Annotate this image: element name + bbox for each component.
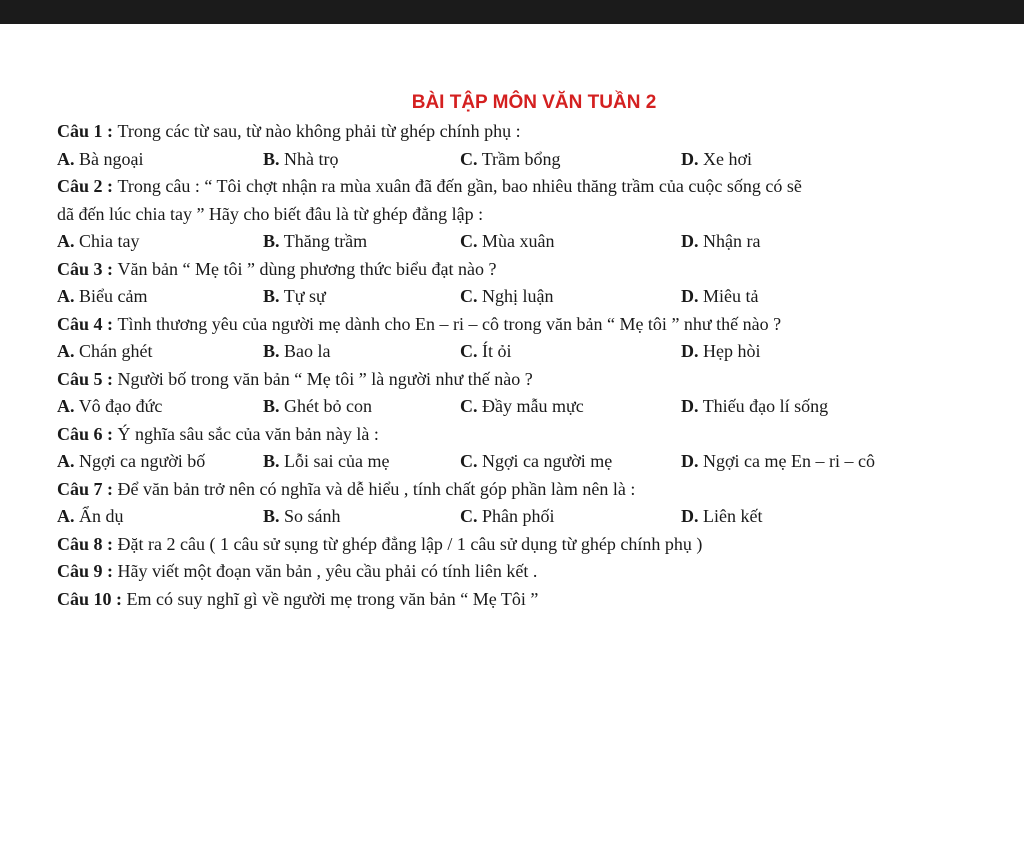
- answer-option: [263, 503, 341, 531]
- option-text: Phân phối: [482, 506, 555, 526]
- question-text: Em có suy nghĩ gì về người mẹ trong văn bản “ Mẹ Tôi ”: [126, 588, 539, 609]
- question-2: [57, 173, 1007, 256]
- question-9: [57, 558, 1007, 586]
- option-text: Nhận ra: [703, 231, 761, 251]
- question-text: Để văn bản trở nên có nghĩa và dễ hiểu , tính chất góp phần làm nên là :: [117, 478, 636, 499]
- option-text: Chia tay: [79, 231, 140, 251]
- question-8: [57, 531, 1007, 559]
- option-letter: B.: [263, 506, 280, 526]
- answer-option: [460, 503, 555, 531]
- option-text: Đầy mẫu mực: [482, 396, 584, 416]
- answer-option: [57, 228, 140, 256]
- document-title: BÀI TẬP MÔN VĂN TUẦN 2: [411, 92, 657, 113]
- question-separator: :: [102, 368, 118, 389]
- answer-options: [57, 393, 1007, 421]
- option-text: Bà ngoại: [79, 148, 144, 169]
- option-text: Thiếu đạo lí sống: [702, 396, 829, 416]
- option-letter: D.: [681, 506, 699, 526]
- question-number: Câu 5: [57, 368, 103, 389]
- option-text: So sánh: [284, 506, 341, 526]
- option-text: Ghét bỏ con: [284, 396, 372, 416]
- answer-options: [57, 448, 1007, 476]
- question-text-line: [57, 366, 1007, 394]
- answer-option: [460, 283, 554, 311]
- option-letter: A.: [57, 148, 75, 169]
- question-separator: :: [102, 258, 118, 279]
- answer-option: [681, 228, 760, 256]
- question-text-line: [57, 531, 1007, 559]
- question-number: Câu 7: [57, 478, 103, 499]
- question-number: Câu 2: [57, 176, 103, 196]
- question-1: [57, 118, 1007, 173]
- question-10: [57, 586, 1007, 614]
- question-separator: :: [102, 423, 118, 444]
- answer-options: [57, 338, 1007, 366]
- option-text: Liên kết: [703, 506, 763, 526]
- option-letter: C.: [460, 341, 478, 361]
- question-number: Câu 10: [57, 588, 112, 609]
- question-text-line: [57, 586, 1007, 614]
- question-separator: :: [102, 478, 118, 499]
- option-text: Nhà trọ: [284, 148, 339, 169]
- question-separator: :: [102, 313, 118, 334]
- option-text: Ngợi ca người mẹ: [482, 451, 613, 471]
- answer-options: [57, 146, 1007, 174]
- answer-option: [460, 228, 554, 256]
- answer-option: [681, 146, 752, 174]
- question-number: Câu 4: [57, 313, 103, 334]
- answer-option: [263, 146, 339, 174]
- option-letter: C.: [460, 506, 478, 526]
- option-text: Trầm bổng: [481, 148, 561, 169]
- option-letter: A.: [57, 506, 75, 526]
- option-letter: D.: [681, 451, 699, 471]
- question-text-line: [57, 476, 1007, 504]
- answer-option: [460, 146, 561, 174]
- question-text: Trong câu : “ Tôi chợt nhận ra mùa xuân đã đến gần, bao nhiêu thăng trầm của cuộc sống có sẽ: [117, 176, 802, 196]
- question-text: dã đến lúc chia tay ” Hãy cho biết đâu là từ ghép đẳng lập :: [57, 203, 484, 224]
- question-text: Hãy viết một đoạn văn bản , yêu cầu phải có tính liên kết .: [117, 561, 538, 581]
- option-letter: C.: [460, 286, 478, 306]
- answer-option: [57, 393, 162, 421]
- option-letter: D.: [681, 148, 699, 169]
- answer-option: [681, 448, 875, 476]
- answer-option: [681, 393, 828, 421]
- question-3: [57, 256, 1007, 311]
- option-text: Biểu cảm: [79, 286, 148, 306]
- option-letter: B.: [263, 148, 280, 169]
- answer-option: [681, 503, 762, 531]
- answer-option: [460, 393, 584, 421]
- question-separator: :: [102, 176, 118, 196]
- question-number: Câu 6: [57, 423, 103, 444]
- question-text: Tình thương yêu của người mẹ dành cho En – ri – cô trong văn bản “ Mẹ tôi ” như thế nào ?: [117, 313, 782, 334]
- answer-option: [57, 338, 153, 366]
- answer-option: [263, 448, 389, 476]
- answer-options: [57, 283, 1007, 311]
- answer-option: [57, 503, 124, 531]
- question-text-line: [57, 201, 1007, 229]
- answer-option: [57, 146, 144, 174]
- option-text: Miêu tả: [703, 286, 759, 306]
- option-letter: A.: [57, 231, 75, 251]
- option-letter: A.: [57, 286, 75, 306]
- answer-option: [57, 448, 205, 476]
- option-letter: C.: [460, 148, 478, 169]
- option-text: Nghị luận: [482, 286, 554, 306]
- question-text-line: [57, 118, 1007, 146]
- answer-option: [263, 228, 367, 256]
- option-text: Ngợi ca người bố: [79, 451, 206, 471]
- question-separator: :: [111, 588, 127, 609]
- option-text: Lỗi sai của mẹ: [284, 451, 390, 471]
- option-letter: B.: [263, 451, 280, 471]
- question-7: [57, 476, 1007, 531]
- question-6: [57, 421, 1007, 476]
- option-letter: D.: [681, 231, 699, 251]
- question-text: Đặt ra 2 câu ( 1 câu sử sụng từ ghép đẳng lập / 1 câu sử dụng từ ghép chính phụ ): [117, 533, 703, 554]
- option-text: Bao la: [284, 341, 331, 361]
- option-letter: B.: [263, 286, 280, 306]
- option-text: Mùa xuân: [482, 231, 555, 251]
- answer-option: [263, 393, 372, 421]
- question-number: Câu 1: [57, 121, 103, 141]
- option-letter: C.: [460, 451, 478, 471]
- question-5: [57, 366, 1007, 421]
- option-letter: D.: [681, 396, 699, 416]
- answer-options: [57, 503, 1007, 531]
- option-text: Chán ghét: [79, 341, 153, 361]
- option-text: Ít ỏi: [482, 341, 512, 361]
- question-text-line: [57, 256, 1007, 284]
- answer-option: [460, 448, 612, 476]
- top-bar: [0, 0, 1024, 24]
- question-number: Câu 9: [57, 561, 103, 581]
- answer-options: [57, 228, 1007, 256]
- option-letter: B.: [263, 231, 280, 251]
- question-separator: :: [102, 121, 118, 141]
- option-letter: D.: [681, 341, 699, 361]
- answer-option: [263, 338, 331, 366]
- answer-option: [681, 283, 759, 311]
- option-text: Ngợi ca mẹ En – ri – cô: [703, 451, 875, 471]
- answer-option: [681, 338, 761, 366]
- option-letter: C.: [460, 231, 478, 251]
- question-number: Câu 3: [57, 258, 103, 279]
- question-text-line: [57, 558, 1007, 586]
- option-letter: A.: [57, 341, 75, 361]
- option-text: Xe hơi: [703, 148, 753, 169]
- option-letter: A.: [57, 396, 75, 416]
- option-letter: B.: [263, 396, 280, 416]
- question-list: [57, 118, 1007, 613]
- option-text: Ẩn dụ: [79, 506, 124, 526]
- question-text: Người bố trong văn bản “ Mẹ tôi ” là người như thế nào ?: [117, 368, 533, 389]
- question-text: Ý nghĩa sâu sắc của văn bản này là :: [117, 423, 379, 444]
- option-letter: D.: [681, 286, 699, 306]
- option-letter: B.: [263, 341, 280, 361]
- question-text-line: [57, 421, 1007, 449]
- option-letter: A.: [57, 451, 75, 471]
- question-4: [57, 311, 1007, 366]
- question-text-line: [57, 311, 1007, 339]
- document-page: [57, 88, 1007, 613]
- question-text: Trong các từ sau, từ nào không phải từ ghép chính phụ :: [117, 121, 521, 141]
- option-text: Thăng trầm: [283, 231, 368, 251]
- question-separator: :: [102, 561, 118, 581]
- question-text: Văn bản “ Mẹ tôi ” dùng phương thức biểu đạt nào ?: [117, 258, 497, 279]
- question-number: Câu 8: [57, 533, 103, 554]
- answer-option: [263, 283, 326, 311]
- option-text: Tự sự: [283, 286, 326, 306]
- answer-option: [460, 338, 512, 366]
- answer-option: [57, 283, 147, 311]
- option-text: Vô đạo đức: [78, 396, 163, 416]
- option-text: Hẹp hòi: [703, 341, 761, 361]
- question-separator: :: [102, 533, 118, 554]
- question-text-line: [57, 173, 1007, 201]
- option-letter: C.: [460, 396, 478, 416]
